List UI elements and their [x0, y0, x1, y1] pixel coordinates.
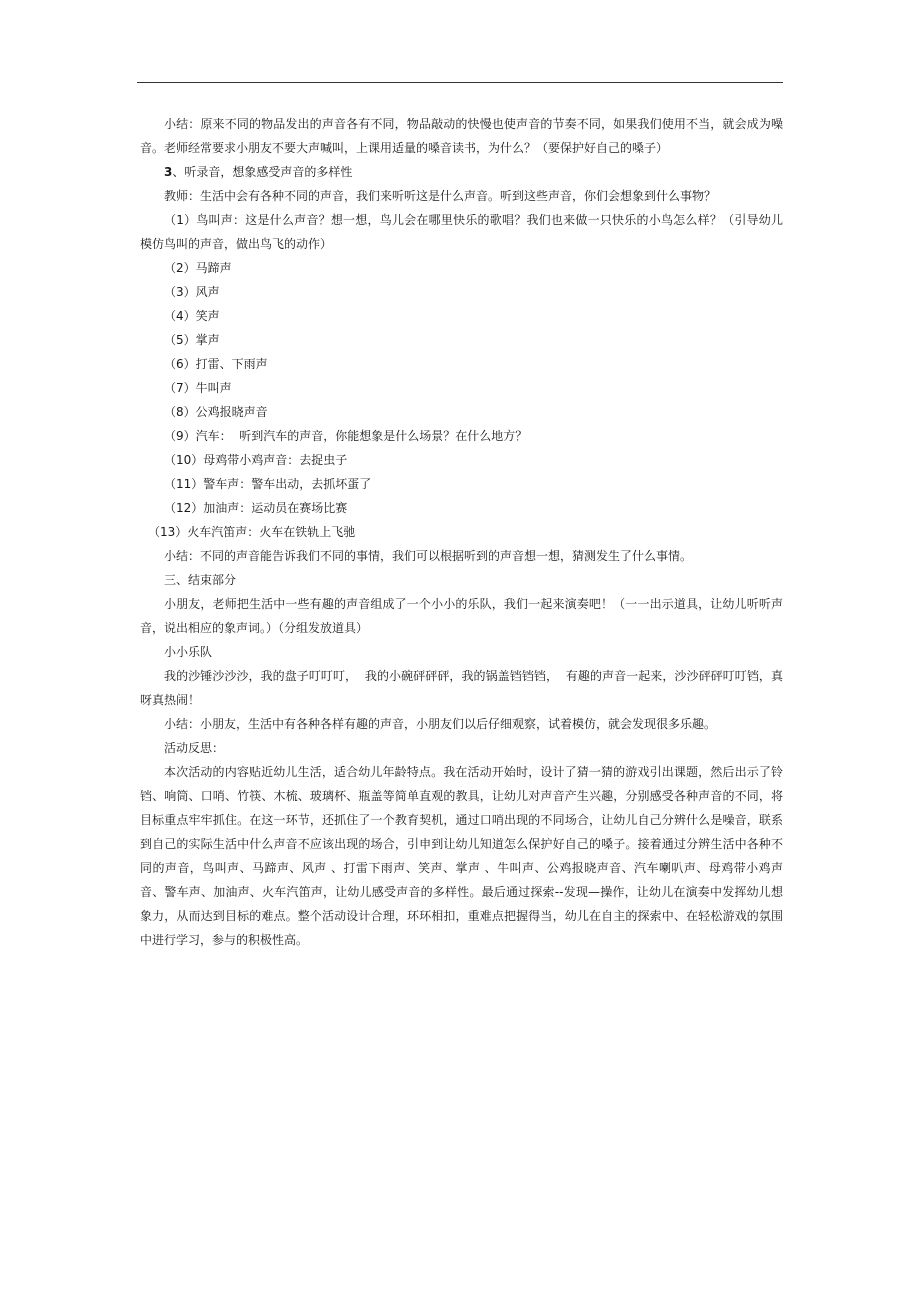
header-rule [137, 82, 783, 83]
reflection-paragraph: 本次活动的内容贴近幼儿生活，适合幼儿年龄特点。我在活动开始时，设计了猜一猜的游戏引出课题，然后出示了铃铛、响筒、口哨、竹筷、木梳、玻璃杯、瓶盖等简单直观的教具，让幼儿对声音产生兴趣，分别感受各种声音的不同，将目标重点牢牢抓住。在这一环节，还抓住了一个教育契机，通过口哨出现的不同场合，让幼儿自己分辨什么是噪音，联系到自己的实际生活中什么声音不应该出现的场合，引申到让幼儿知道怎么保护好自己的嗓子。接着通过分辨生活中各种不同的声音，鸟叫声、马蹄声、风声 、打雷下雨声、笑声、掌声 、牛叫声、公鸡报晓声音、汽车喇叭声、母鸡带小鸡声音、警车声、加油声、火车汽笛声，让幼儿感受声音的多样性。最后通过探索--发现—操作，让幼儿在演奏中发挥幼儿想象力，从而达到目标的难点。整个活动设计合理，环环相扣，重难点把握得当，幼儿在自主的探索中、在轻松游戏的氛围中进行学习，参与的积极性高。 [140, 765, 783, 947]
section-3-title: 、听录音，想象感受声音的多样性 [172, 165, 353, 179]
section-end-heading: 三、结束部分 [164, 573, 237, 587]
summary-paragraph-1: 小结：原来不同的物品发出的声音各有不同，物品敲动的快慢也使声音的节奏不同，如果我们使用不当，就会成为噪音。老师经常要求小朋友不要大声喊叫，上课用适量的嗓音读书，为什么？（要保护好自己的嗓子） [140, 117, 783, 155]
list-item: （1）鸟叫声：这是什么声音？想一想，鸟儿会在哪里快乐的歌唱？我们也来做一只快乐的小鸟怎么样？（引导幼儿模仿鸟叫的声音，做出鸟飞的动作） [140, 213, 783, 251]
band-title: 小小乐队 [164, 645, 213, 659]
teacher-prompt: 教师：生活中会有各种不同的声音，我们来听听这是什么声音。听到这些声音，你们会想象到什么事物？ [164, 189, 717, 203]
list-item: （11）警车声：警车出动，去抓坏蛋了 [164, 477, 372, 491]
list-item: （10）母鸡带小鸡声音：去捉虫子 [164, 453, 348, 467]
list-item: （6）打雷、下雨声 [164, 357, 268, 371]
list-item: （12）加油声：运动员在赛场比赛 [164, 501, 348, 515]
section-3-heading [140, 160, 783, 184]
summary-paragraph-3: 小结：小朋友，生活中有各种各样有趣的声音，小朋友们以后仔细观察，试着模仿，就会发现很多乐趣。 [164, 717, 717, 731]
band-rhyme: 我的沙锤沙沙沙，我的盘子叮叮叮， 我的小碗砰砰砰，我的锅盖铛铛铛， 有趣的声音一起来，沙沙砰砰叮叮铛，真呀真热闹！ [140, 669, 783, 707]
list-item: （5）掌声 [164, 333, 220, 347]
document-body [140, 112, 783, 952]
list-item: （4）笑声 [164, 309, 220, 323]
summary-paragraph-2: 小结：不同的声音能告诉我们不同的事情，我们可以根据听到的声音想一想，猜测发生了什么事情。 [164, 549, 693, 563]
section-3-number: 3 [164, 165, 173, 179]
list-item: （13）火车汽笛声：火车在铁轨上飞驰 [148, 525, 356, 539]
list-item: （7）牛叫声 [164, 381, 232, 395]
list-item: （2）马蹄声 [164, 261, 232, 275]
reflection-heading: 活动反思： [164, 741, 225, 755]
list-item: （8）公鸡报晓声音 [164, 405, 268, 419]
band-intro: 小朋友，老师把生活中一些有趣的声音组成了一个小小的乐队，我们一起来演奏吧！（一一出示道具，让幼儿听听声音，说出相应的象声词。）（分组发放道具） [140, 597, 783, 635]
list-item: （3）风声 [164, 285, 220, 299]
list-item: （9）汽车： 听到汽车的声音，你能想象是什么场景？在什么地方？ [164, 429, 528, 443]
